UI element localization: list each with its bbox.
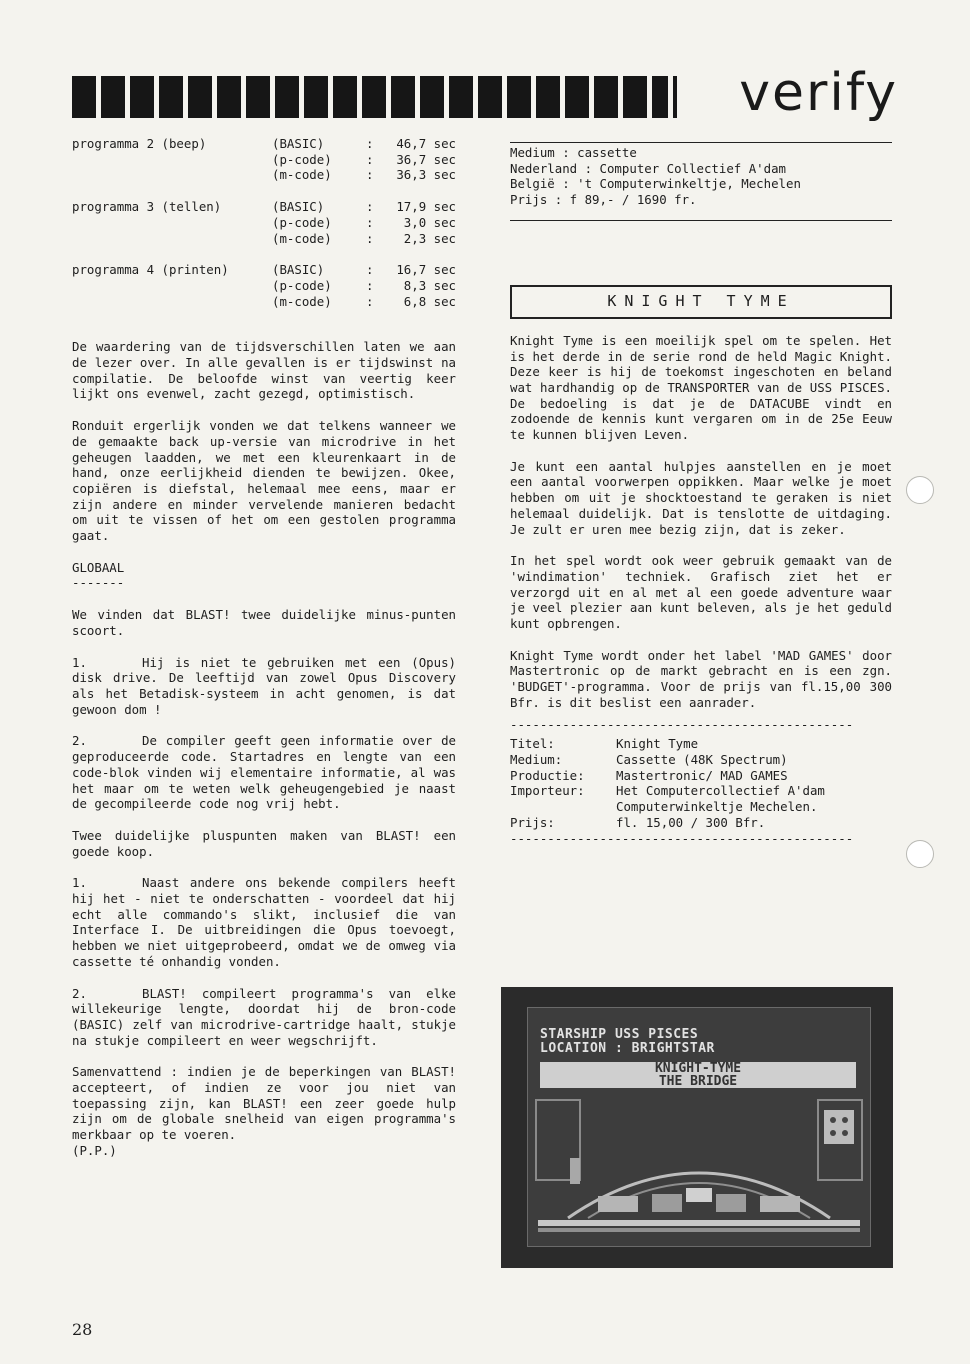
paragraph-minus-intro: We vinden dat BLAST! twee duidelijke minus-punten scoort. [72, 607, 456, 638]
punch-hole-lower [906, 840, 934, 868]
timing-row [72, 278, 456, 294]
header-block [652, 76, 668, 118]
timing-mode: (m-code) [272, 293, 332, 309]
timing-value: 3,0 sec [403, 214, 456, 230]
header-block [188, 76, 212, 118]
credits-top-rule: ---------------------------------------------- [510, 716, 854, 732]
timing-mode: (m-code) [272, 167, 332, 183]
timing-colon: : [366, 167, 374, 183]
info-prijs: Prijs : f 89,- / 1690 fr. [510, 192, 697, 208]
timing-row [72, 183, 456, 215]
timing-colon: : [366, 277, 374, 293]
timing-row [72, 246, 456, 278]
credit-medium: Medium: Cassette (48K Spectrum) [510, 751, 788, 767]
section-brand: verify [739, 63, 898, 123]
minus-point-2: 2. De compiler geeft geen informatie over de geproduceerde code. Startadres en lengte van een code-blok vinden wij elementaire informatie, al was het maar om te weten welk geheugengebied je naast de gecompileerde code nog vrij hebt. [72, 733, 456, 812]
timing-mode: (BASIC) [272, 136, 325, 151]
timing-program [72, 231, 272, 247]
header-block [159, 76, 183, 118]
header-block [246, 76, 270, 118]
timing-row [72, 167, 456, 183]
timing-value: 6,8 sec [403, 293, 456, 309]
punch-hole-upper [906, 476, 934, 504]
timing-program: programma 4 (printen) [72, 262, 229, 278]
review-title: KNIGHT TYME [607, 291, 795, 310]
timing-program [72, 278, 272, 294]
credit-production: Productie: Mastertronic/ MAD GAMES [510, 767, 788, 783]
minus-point-1: 1. Hij is niet te gebruiken met een (Opus) disk drive. De leeftijd van zowel Opus Discovery als het Betadisk-systeem in acht genomen, is dat gewoon dom ! [72, 654, 456, 717]
header-block [391, 76, 415, 118]
credit-price: Prijs: fl. 15,00 / 300 Bfr. [510, 814, 766, 830]
timing-program: programma 2 (beep) [72, 136, 207, 151]
header-block [565, 76, 589, 118]
timing-value: 36,7 sec [396, 151, 456, 167]
timing-value: 46,7 sec [396, 136, 456, 151]
plus-point-2: 2. BLAST! compileert programma's van elke willekeurige lengte, doordat hij de bron-code (BASIC) zelf van microdrive-cartridge haalt, stukje na stukje compileert en weer wegschrijft. [72, 985, 456, 1048]
header-block [72, 76, 96, 118]
timing-colon: : [366, 214, 374, 230]
credit-importer: Importeur: Het Computercollectief A'dam [510, 783, 825, 799]
review-paragraph-4: Knight Tyme wordt onder het label 'MAD GAMES' door Mastertronic op de markt gebracht en is een zgn. 'BUDGET'-programma. Voor de prijs van fl.15,00 300 Bfr. is dit beslist een aanrader. [510, 647, 892, 710]
left-column [72, 136, 456, 1159]
header-block [623, 76, 647, 118]
screen-title-bar: KNIGHT-TYME THE BRIDGE [540, 1062, 856, 1088]
timing-row [72, 231, 456, 247]
header-block [101, 76, 125, 118]
review-paragraph-3: In het spel wordt ook weer gebruik gemaakt van de 'windimation' techniek. Grafisch ziet het er verzorgd uit en al met al een goede adventure waar je veel plezier aan kunt beleven, als je het geduld kunt opbrengen. [510, 553, 892, 632]
header-block [333, 76, 357, 118]
plus-point-1: 1. Naast andere ons bekende compilers heeft hij het - niet te onderschatten - voordeel dat hij echt alle commando's slikt, inclusief die van Interface I. De uitbreidingen die Opus toevoegt, hebben we niet uitgeprobeerd, omdat we de omweg via cassette té onhandig vonden. [72, 875, 456, 969]
game-screenshot [501, 987, 893, 1268]
screen-location: LOCATION : BRIGHTSTAR [540, 1041, 715, 1056]
timing-value: 16,7 sec [396, 262, 456, 278]
header-block [275, 76, 299, 118]
timing-row [72, 152, 456, 168]
paragraph-appreciation: De waardering van de tijdsverschillen laten we aan de lezer over. In alle gevallen is er tijdswinst na compilatie. De beloofde winst van veertig keer lijkt ons evenwel, zacht gezegd, optimistisch. [72, 339, 456, 402]
review-body [510, 333, 892, 711]
timing-colon: : [366, 230, 374, 246]
header-block [304, 76, 328, 118]
timing-program [72, 152, 272, 168]
review-title-box [510, 285, 892, 319]
timing-colon: : [366, 199, 374, 215]
credits-bottom-rule: ---------------------------------------------- [510, 830, 854, 846]
timing-value: 8,3 sec [403, 277, 456, 293]
timing-mode: (BASIC) [272, 262, 325, 278]
timing-colon: : [366, 262, 374, 278]
timing-program [72, 215, 272, 231]
review-paragraph-1: Knight Tyme is een moeilijk spel om te spelen. Het is het derde in de serie rond de held Magic Knight. Deze keer is hij de toekomst ingeschoten en beland wat hardhandig op de TRANSPORTER van de USS PISCES. De bedoeling is dat je de DATACUBE vindt en zodoende de kennis kunt vergaren om in de 25e Eeuw te kunnen blijven Leven. [510, 332, 892, 443]
paragraph-summary: Samenvattend : indien je de beperkingen van BLAST! accepteert, of indien ze voor jou niet van toepassing zijn, kan BLAST! een zeer goede hulp zijn om de globale snelheid van eigen programma's merkbaar op te voeren. (P.P.) [72, 1064, 456, 1158]
header-block [594, 76, 618, 118]
timing-colon: : [366, 293, 374, 309]
timing-mode: (p-code) [272, 151, 332, 167]
timing-colon: : [366, 151, 374, 167]
bridge-scene-illustration [528, 1008, 870, 1246]
author-signature: (P.P.) [72, 1142, 117, 1158]
paragraph-annoyance: Ronduit ergerlijk vonden we dat telkens wanneer we de gemaakte back up-versie van microdrive in het geheugen laadden, we met een kleurenkaart in de hand, onze eerlijkheid dienden te bewijzen. Okee, copiëren is diefstal, helemaal mee eens, maar er zijn andere en minder vervelende manieren bedacht om uit te vissen of het om een gestolen programma gaat. [72, 418, 456, 544]
info-medium: Medium : cassette [510, 145, 637, 160]
header-block [673, 76, 677, 118]
timing-row [72, 294, 456, 310]
page-number: 28 [72, 1320, 93, 1339]
timing-mode: (p-code) [272, 277, 332, 293]
header-block [420, 76, 444, 118]
timing-value: 17,9 sec [396, 199, 456, 215]
header-block [362, 76, 386, 118]
game-screen [527, 1007, 871, 1247]
previous-review-info [510, 143, 892, 220]
info-bottom-rule [510, 220, 892, 221]
timing-colon: : [366, 136, 374, 151]
header-block [130, 76, 154, 118]
timing-mode: (p-code) [272, 214, 332, 230]
section-underline: ------- [72, 575, 125, 591]
section-title-globaal: GLOBAAL [72, 559, 125, 575]
header-block [536, 76, 560, 118]
paragraph-plus-intro: Twee duidelijke pluspunten maken van BLAST! een goede koop. [72, 827, 456, 859]
timing-program [72, 294, 272, 310]
credits-block [510, 736, 892, 830]
timing-value: 36,3 sec [396, 167, 456, 183]
timing-row [72, 215, 456, 231]
header-block [507, 76, 531, 118]
header-block [217, 76, 241, 118]
right-column [510, 142, 892, 846]
header-block [478, 76, 502, 118]
timing-mode: (m-code) [272, 230, 332, 246]
credit-importer-continuation: Computerwinkeltje Mechelen. [616, 799, 818, 815]
credit-title: Titel: Knight Tyme [510, 736, 699, 752]
screen-ship-name: STARSHIP USS PISCES [540, 1027, 699, 1042]
timing-program [72, 167, 272, 183]
info-belgie: België : 't Computerwinkeltje, Mechelen [510, 176, 801, 192]
header-block [449, 76, 473, 118]
timing-row [72, 136, 456, 152]
timing-program: programma 3 (tellen) [72, 199, 222, 215]
header-pattern [72, 76, 677, 118]
review-paragraph-2: Je kunt een aantal hulpjes aanstellen en je moet een aantal voorwerpen oppikken. Maar welke je moet hebben om uit je shocktoestand te geraken is niet helemaal duidelijk. Dat is tenslotte de uitdaging. Je zult er uren mee bezig zijn, dat is zeker. [510, 458, 892, 537]
timing-mode: (BASIC) [272, 199, 325, 215]
timing-value: 2,3 sec [403, 230, 456, 246]
timing-table [72, 136, 456, 309]
info-nederland: Nederland : Computer Collectief A'dam [510, 160, 787, 176]
